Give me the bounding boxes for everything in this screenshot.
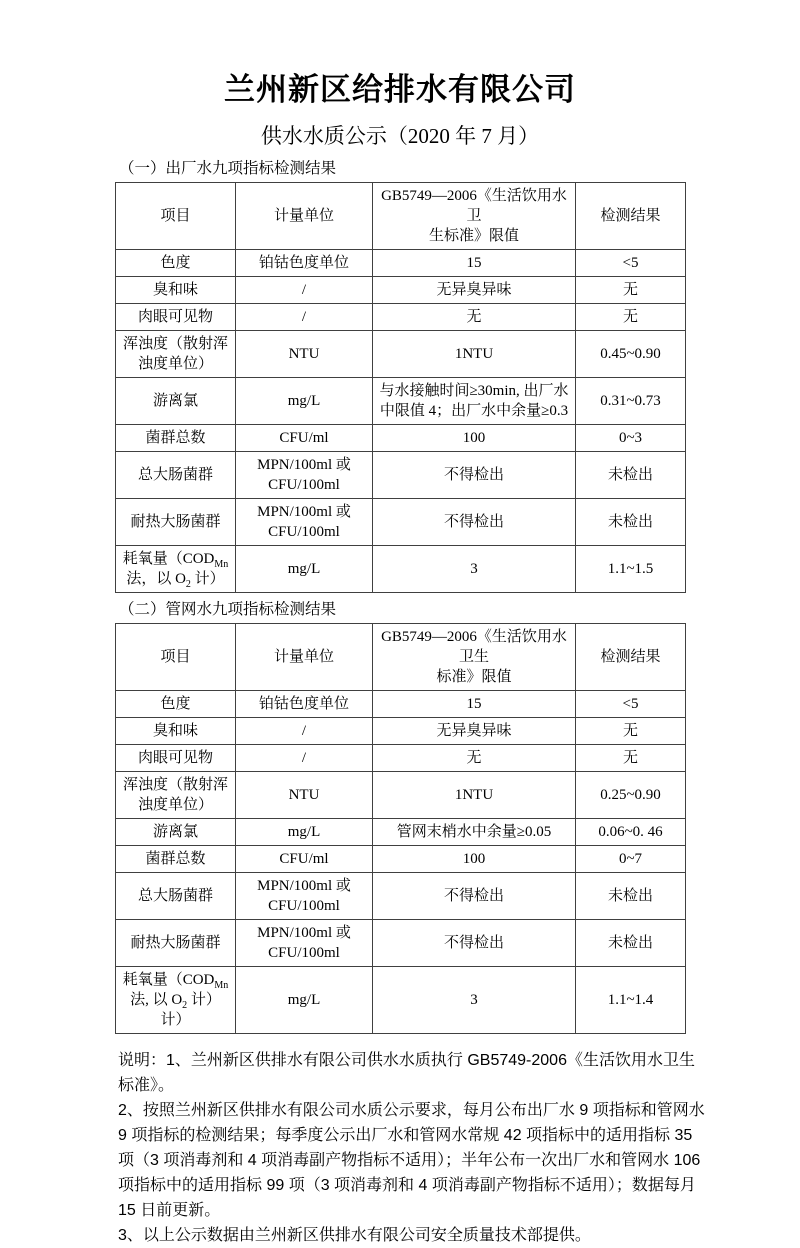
table-cell: 1.1~1.5 (576, 546, 686, 593)
table-cell: 未检出 (576, 920, 686, 967)
table-row (116, 378, 686, 425)
table-cell: / (236, 745, 373, 772)
column-header: 检测结果 (576, 183, 686, 250)
table-cell: 总大肠菌群 (116, 452, 236, 499)
table-cell: 15 (373, 250, 576, 277)
table-cell: 与水接触时间≥30min, 出厂水 中限值 4；出厂水中余量≥0.3 (373, 378, 576, 425)
table-row (116, 846, 686, 873)
table-row (116, 718, 686, 745)
table-cell: 无 (576, 745, 686, 772)
notes (118, 1048, 706, 1248)
table-row (116, 967, 686, 1034)
table-pipe-network-water (115, 623, 686, 1034)
table-row (116, 425, 686, 452)
section-1-heading: （一）出厂水九项指标检测结果 (119, 160, 337, 177)
table-cell: 肉眼可见物 (116, 304, 236, 331)
table-cell: 无 (576, 304, 686, 331)
table-cell: 0.45~0.90 (576, 331, 686, 378)
table-cell: 未检出 (576, 499, 686, 546)
table-cell: 未检出 (576, 452, 686, 499)
column-header: GB5749—2006《生活饮用水卫 生标准》限值 (373, 183, 576, 250)
table-cell: 臭和味 (116, 277, 236, 304)
table-cell: 臭和味 (116, 718, 236, 745)
table-cell: 不得检出 (373, 873, 576, 920)
column-header: 计量单位 (236, 624, 373, 691)
table-cell: 色度 (116, 250, 236, 277)
table-cell: 总大肠菌群 (116, 873, 236, 920)
table-cell: 0.06~0. 46 (576, 819, 686, 846)
table-cell: CFU/ml (236, 846, 373, 873)
table-cell: 不得检出 (373, 920, 576, 967)
table-cell: 3 (373, 546, 576, 593)
table-cell: 肉眼可见物 (116, 745, 236, 772)
table-cell: 耗氧量（$COD_{Mn}$ 法, 以 $O_2$ 计）计） (116, 967, 236, 1034)
table-cell: 色度 (116, 691, 236, 718)
table-cell: / (236, 718, 373, 745)
table-cell: mg/L (236, 378, 373, 425)
table-cell: / (236, 277, 373, 304)
table-row (116, 546, 686, 593)
table-cell: 1NTU (373, 331, 576, 378)
table-row (116, 304, 686, 331)
table-cell: 菌群总数 (116, 425, 236, 452)
table-cell: 无异臭异味 (373, 277, 576, 304)
table-cell: 铂钴色度单位 (236, 250, 373, 277)
table-cell: 无 (373, 304, 576, 331)
table-cell: MPN/100ml 或 CFU/100ml (236, 499, 373, 546)
table-row (116, 250, 686, 277)
table-row (116, 499, 686, 546)
table-cell: NTU (236, 772, 373, 819)
table-cell: 0.31~0.73 (576, 378, 686, 425)
table-cell: 耗氧量（$COD_{Mn}$ 法，以 $O_2$ 计） (116, 546, 236, 593)
table-cell: 不得检出 (373, 499, 576, 546)
table-cell: 无 (576, 277, 686, 304)
table-cell: 15 (373, 691, 576, 718)
table-cell: 不得检出 (373, 452, 576, 499)
table-cell: 0~3 (576, 425, 686, 452)
table-row (116, 331, 686, 378)
table-cell: 游离氯 (116, 819, 236, 846)
header-row (116, 183, 686, 250)
table-cell: <5 (576, 250, 686, 277)
table-cell: 100 (373, 425, 576, 452)
note-paragraph: 3、以上公示数据由兰州新区供排水有限公司安全质量技术部提供。 (118, 1227, 591, 1244)
section-2-heading: （二）管网水九项指标检测结果 (119, 601, 337, 618)
table-cell: 耐热大肠菌群 (116, 920, 236, 967)
column-header: GB5749—2006《生活饮用水卫生 标准》限值 (373, 624, 576, 691)
header-row (116, 624, 686, 691)
table-row (116, 745, 686, 772)
table-cell: CFU/ml (236, 425, 373, 452)
column-header: 计量单位 (236, 183, 373, 250)
table-cell: 浑浊度（散射浑 浊度单位） (116, 772, 236, 819)
table-cell: NTU (236, 331, 373, 378)
table-cell: 无异臭异味 (373, 718, 576, 745)
table-cell: 铂钴色度单位 (236, 691, 373, 718)
table-cell: 菌群总数 (116, 846, 236, 873)
table-row (116, 691, 686, 718)
table-cell: 100 (373, 846, 576, 873)
table-cell: MPN/100ml 或 CFU/100ml (236, 873, 373, 920)
page-title: 兰州新区给排水有限公司 (224, 72, 576, 107)
column-header: 项目 (116, 183, 236, 250)
table-row (116, 819, 686, 846)
table-row (116, 873, 686, 920)
table-cell: 0.25~0.90 (576, 772, 686, 819)
table-cell: 3 (373, 967, 576, 1034)
table-cell: 1.1~1.4 (576, 967, 686, 1034)
document-content (115, 158, 705, 1248)
note-paragraph: 说明：1、兰州新区供排水有限公司供水水质执行 GB5749-2006《生活饮用水卫生标准》。 (118, 1052, 695, 1094)
table-cell: 0~7 (576, 846, 686, 873)
table-cell: MPN/100ml 或 CFU/100ml (236, 920, 373, 967)
note-paragraph: 2、按照兰州新区供排水有限公司水质公示要求，每月公布出厂水 9 项指标和管网水 9 项指标的检测结果；每季度公示出厂水和管网水常规 42 项指标中的适用指标 35 项（3 项消毒剂和 4 项消毒副产物指标不适用）；半年公布一次出厂水和管网水 106 项指标中的适用指标 99 项（3 项消毒剂和 4 项消毒副产物指标不适用）；数据每月 15 日前更新。 (118, 1102, 705, 1219)
table-cell: 浑浊度（散射浑 浊度单位） (116, 331, 236, 378)
table-cell: 无 (576, 718, 686, 745)
table-cell: 游离氯 (116, 378, 236, 425)
table-row (116, 277, 686, 304)
table-row (116, 772, 686, 819)
table-row (116, 920, 686, 967)
table-cell: MPN/100ml 或 CFU/100ml (236, 452, 373, 499)
table-cell: 耐热大肠菌群 (116, 499, 236, 546)
column-header: 项目 (116, 624, 236, 691)
table-cell: 1NTU (373, 772, 576, 819)
table-cell: mg/L (236, 967, 373, 1034)
table-row (116, 452, 686, 499)
table-cell: 未检出 (576, 873, 686, 920)
table-factory-water (115, 182, 686, 593)
table-cell: 管网末梢水中余量≥0.05 (373, 819, 576, 846)
table-cell: mg/L (236, 546, 373, 593)
table-cell: <5 (576, 691, 686, 718)
report-subtitle: 供水水质公示（2020 年 7 月） (260, 124, 540, 148)
column-header: 检测结果 (576, 624, 686, 691)
table-cell: 无 (373, 745, 576, 772)
table-cell: mg/L (236, 819, 373, 846)
table-cell: / (236, 304, 373, 331)
